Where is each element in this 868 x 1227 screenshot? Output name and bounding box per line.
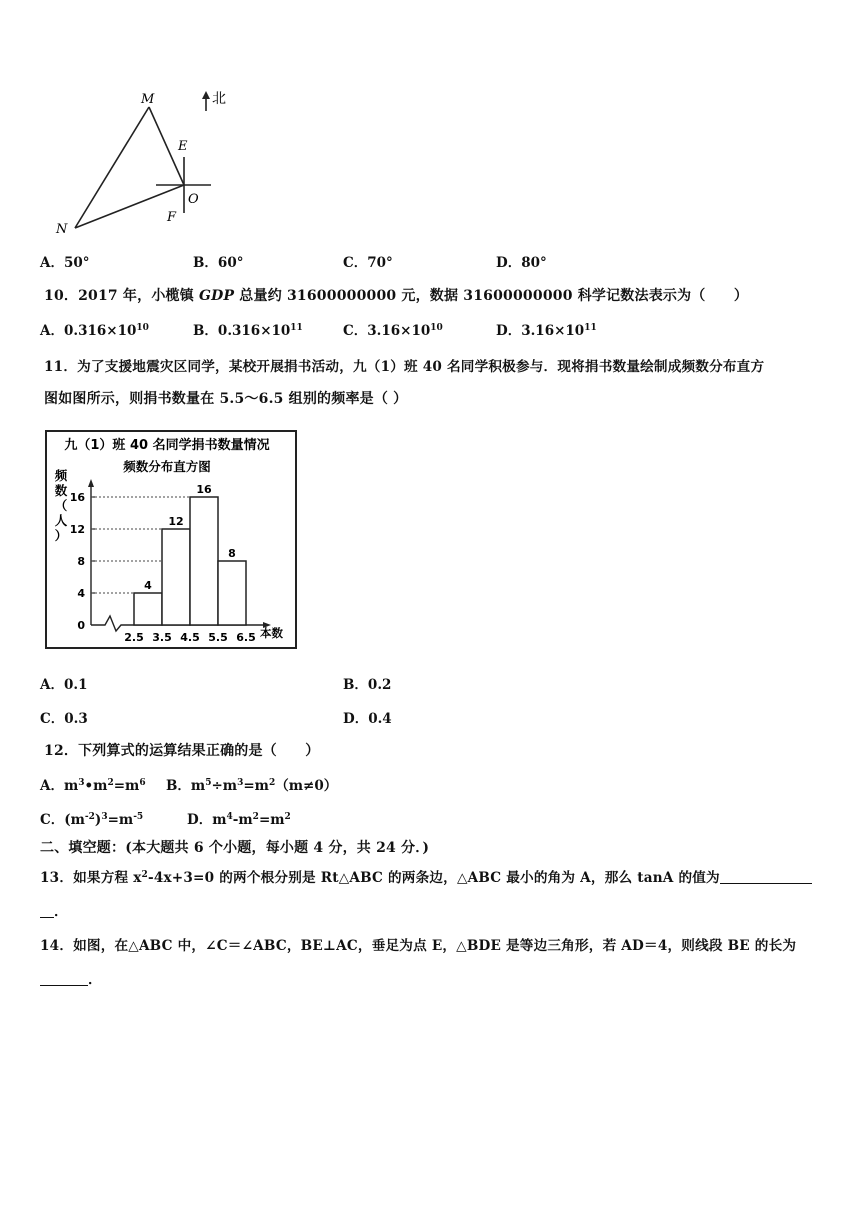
q14-continuation: ． bbox=[40, 969, 102, 989]
q11-option-b: B．0.2 bbox=[343, 677, 392, 693]
q14-answer-blank[interactable] bbox=[40, 973, 88, 986]
q12-option-d: D．$m^4-m^2=m^2$ bbox=[187, 812, 291, 828]
q12-stem: 12．下列算式的运算结果正确的是（ ） bbox=[44, 743, 320, 759]
q12-option-a: A．$m^3•m^2=m^6$ bbox=[40, 778, 146, 794]
y-tick-label: 0 bbox=[77, 619, 85, 632]
label-f: F bbox=[167, 210, 177, 225]
q11-option-a: A．0.1 bbox=[40, 677, 88, 693]
chart-ylabel-char: 数 bbox=[54, 483, 68, 498]
y-tick-label: 16 bbox=[69, 491, 85, 504]
direction-figure bbox=[40, 85, 240, 240]
q11-stem-line2: 图如图所示，则捐书数量在 5.5～6.5 组别的频率是（ ） bbox=[44, 391, 408, 407]
q10-stem: 10．2017 年，小榄镇 GDP 总量约 31600000000 元，数据 31600000000 科学记数法表示为（ ） bbox=[44, 288, 749, 304]
q9-option-a: A．50° bbox=[40, 255, 90, 271]
section-2-heading: 二、填空题：(本大题共 6 个小题，每小题 4 分，共 24 分．) bbox=[40, 840, 430, 856]
label-o: O bbox=[188, 192, 199, 207]
q11-option-c: C．0.3 bbox=[40, 711, 88, 727]
histogram-bar bbox=[134, 593, 162, 625]
q13-answer-blank[interactable] bbox=[720, 871, 812, 884]
histogram-bar bbox=[162, 529, 190, 625]
label-m: M bbox=[141, 92, 155, 107]
chart-ylabel-char: 频 bbox=[54, 468, 68, 483]
x-tick-label: 5.5 bbox=[208, 631, 228, 644]
bar-value-label: 12 bbox=[168, 515, 184, 528]
q13-stem: 13．如果方程 $x^2-4x+3=0$ 的两个根分别是 Rt△ABC 的两条边，△ABC 最小的角为 A，那么 tanA 的值为 bbox=[40, 866, 812, 886]
bar-value-label: 16 bbox=[196, 483, 212, 496]
chart-ylabel-char: （ bbox=[54, 498, 68, 513]
y-tick-label: 8 bbox=[77, 555, 85, 568]
label-e: E bbox=[178, 139, 188, 154]
chart-title: 九（1）班 40 名同学捐书数量情况 bbox=[64, 438, 270, 453]
y-tick-label: 4 bbox=[77, 587, 85, 600]
q10-option-b: B．$0.316\times 10^{11}$ bbox=[193, 323, 303, 339]
q9-option-b: B．60° bbox=[193, 255, 244, 271]
x-tick-label: 3.5 bbox=[152, 631, 172, 644]
x-tick-label: 4.5 bbox=[180, 631, 200, 644]
q10-option-d: D．$3.16\times 10^{11}$ bbox=[496, 323, 597, 339]
chart-ylabel-char: 人 bbox=[54, 513, 68, 528]
q12-option-b: B．$m^5\div m^3=m^2(m\ne 0)$ bbox=[166, 778, 338, 794]
q13-answer-blank-cont[interactable] bbox=[40, 905, 54, 918]
histogram-chart bbox=[47, 432, 295, 647]
q10-option-a: A．$0.316\times 10^{10}$ bbox=[40, 323, 149, 339]
histogram-bar bbox=[218, 561, 246, 625]
bar-value-label: 4 bbox=[144, 579, 152, 592]
q9-option-d: D．80° bbox=[496, 255, 547, 271]
q11-stem-line1: 11．为了支援地震灾区同学，某校开展捐书活动，九（1）班 40 名同学积极参与．现将捐书数量绘制成频数分布直方 bbox=[44, 359, 765, 375]
chart-subtitle: 频数分布直方图 bbox=[123, 459, 211, 474]
q9-option-c: C．70° bbox=[343, 255, 393, 271]
label-north: 北 bbox=[212, 91, 226, 107]
x-tick-label: 2.5 bbox=[124, 631, 144, 644]
bar-value-label: 8 bbox=[228, 547, 236, 560]
x-axis-label: 本数 bbox=[260, 626, 283, 640]
q12-option-c: C．$(m^{-2})^3=m^{-5}$ bbox=[40, 812, 144, 828]
chart-ylabel-char: ） bbox=[54, 528, 68, 543]
q11-option-d: D．0.4 bbox=[343, 711, 392, 727]
q14-stem: 14．如图，在△ABC 中，∠C＝∠ABC，BE⊥AC，垂足为点 E，△BDE 是等边三角形，若 AD＝4，则线段 BE 的长为 bbox=[40, 938, 797, 954]
y-axis-arrow bbox=[88, 479, 94, 487]
label-n: N bbox=[56, 222, 68, 237]
q10-option-c: C．$3.16\times 10^{10}$ bbox=[343, 323, 443, 339]
x-tick-label: 6.5 bbox=[236, 631, 256, 644]
y-tick-label: 12 bbox=[69, 523, 85, 536]
histogram-bar bbox=[190, 497, 218, 625]
q13-continuation: ． bbox=[40, 901, 68, 921]
